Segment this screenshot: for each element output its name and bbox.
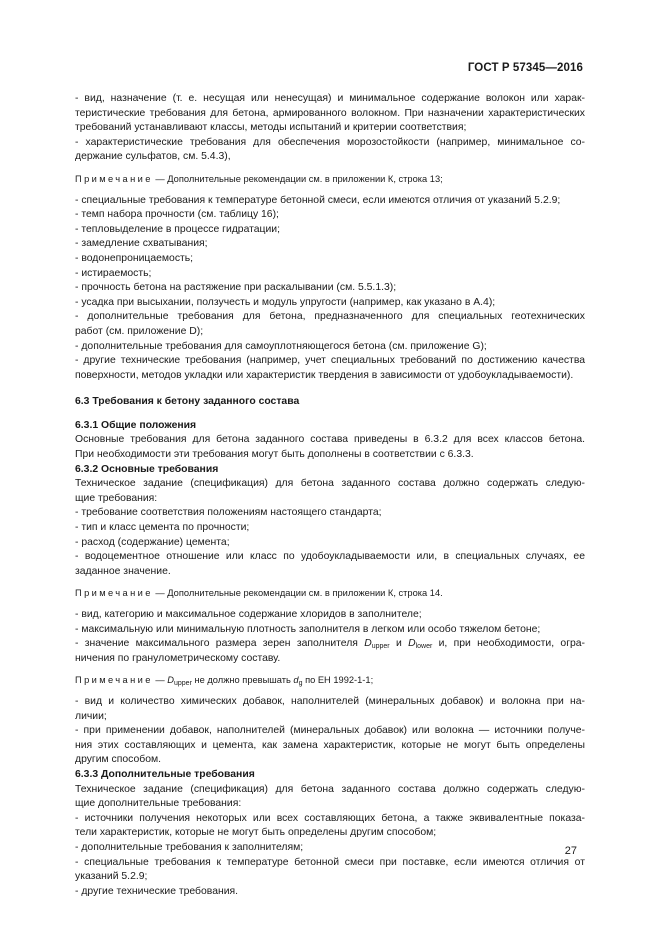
list-item: - другие технические требования. (75, 885, 239, 897)
text-line: - характеристические требования для обеспечения морозостойкости (например, минимальное со- (75, 136, 585, 148)
list-item: заданное значение. (75, 565, 171, 577)
list-item: - вид и количество химических добавок, наполнителей (минеральных добавок) и волокна при на- (75, 695, 585, 707)
text-line: держание сульфатов, см. 5.4.3), (75, 151, 231, 163)
list-item: - темп набора прочности (см. таблицу 16); (75, 209, 279, 221)
list-item: работ (см. приложение D); (75, 325, 204, 337)
list-item: - тип и класс цемента по прочности; (75, 522, 250, 534)
text-line: Техническое задание (спецификация) для бетона заданного состава должно содержать следую- (75, 478, 585, 490)
list-item: - водонепроницаемость; (75, 252, 194, 264)
text-line: Основные требования для бетона заданного состава приведены в 6.3.2 для всех классов бетона. (75, 434, 585, 446)
list-item: - прочность бетона на растяжение при раскалывании (см. 5.5.1.3); (75, 282, 397, 294)
list-item: - расход (содержание) цемента; (75, 536, 230, 548)
list-item: - вид, категорию и максимальное содержание хлоридов в заполнителе; (75, 609, 422, 620)
list-item: - замедление схватывания; (75, 238, 208, 250)
subsection-heading: 6.3.1 Общие положения (75, 419, 197, 431)
list-item: - источники получения некоторых или всех составляющих бетона, а также эквивалентные показа- (75, 812, 585, 824)
list-item: - усадка при высыхании, ползучесть и модуль упругости (например, как указано в А.4); (75, 296, 496, 308)
page-content (75, 92, 585, 899)
note-label: Примечание (75, 173, 153, 184)
list-item: - тепловыделение в процессе гидратации; (75, 223, 281, 235)
text-line: щие дополнительные требования: (75, 798, 242, 810)
note (75, 586, 585, 601)
list-item: ничения по гранулометрическому составу. (75, 652, 281, 664)
note (75, 172, 585, 187)
text-line: щие требования: (75, 492, 158, 504)
list-item: личии; (75, 710, 107, 722)
list-item: - водоцементное отношение или класс по удобоукладываемости или, в специальных случаях, ее (75, 551, 585, 563)
list-item: - при применении добавок, наполнителей (минеральных добавок) или волокна — источники получе- (75, 725, 585, 737)
subsection-heading: 6.3.2 Основные требования (75, 463, 219, 475)
list-item: - дополнительные требования для самоуплотняющегося бетона (см. приложение G); (75, 340, 487, 352)
text-line: требований устанавливают классы, методы испытаний и критерии соответствия; (75, 122, 467, 134)
text-line: При необходимости эти требования могут быть дополнены в соответствии с 6.3.3. (75, 449, 474, 461)
list-item: - специальные требования к температуре бетонной смеси, если имеются отличия от указаний 5.2.9; (75, 194, 561, 206)
list-item: - дополнительные требования к заполнителям; (75, 841, 304, 853)
list-item: указаний 5.2.9; (75, 871, 148, 883)
note: Примечание — $D_{upper}$ не должно превышать $d_g$ по ЕН 1992-1-1; (75, 675, 374, 688)
text-line: - вид, назначение (т. е. несущая или ненесущая) и минимальное содержание волокон или харак- (75, 93, 585, 104)
document-code: ГОСТ Р 57345—2016 (467, 62, 583, 74)
note-label: Примечание (75, 588, 153, 599)
subsection-heading: 6.3.3 Дополнительные требования (75, 768, 255, 780)
list-item: - значение максимального размера зерен заполнителя $D_{upper}$ и $D_{lower}$ и, при необходимости, огра- (75, 638, 585, 651)
note-text: — Дополнительные рекомендации см. в приложении К, строка 13; (152, 173, 443, 184)
list-item: - истираемость; (75, 267, 152, 279)
text-line: Техническое задание (спецификация) для бетона заданного состава должно содержать следую- (75, 783, 585, 795)
list-item: тели характеристик, которые не могут быть определены другим способом; (75, 827, 437, 839)
section-heading: 6.3 Требования к бетону заданного состава (75, 396, 300, 408)
note-text: — Дополнительные рекомендации см. в приложении К, строка 14. (152, 588, 443, 599)
list-item: - дополнительные требования для бетона, предназначенного для специальных геотехнических (75, 311, 585, 323)
list-item: поверхности, методов укладки или характеристик твердения в зависимости от удобоукладываемости). (75, 369, 574, 381)
note-label: Примечание (75, 675, 153, 686)
page-number: 27 (564, 845, 577, 857)
list-item: - максимальную или минимальную плотность заполнителя в легком или особо тяжелом бетоне; (75, 623, 541, 635)
list-item: - специальные требования к температуре бетонной смеси при поставке, если имеются отличия от (75, 856, 585, 868)
list-item: другим способом. (75, 754, 161, 766)
text-line: теристические требования для бетона, армированного волокном. При назначении характеристических (75, 107, 585, 119)
list-item: - другие технические требования (например, учет специальных требований по достижению качества (75, 355, 585, 367)
list-item: - требование соответствия положениям настоящего стандарта; (75, 507, 382, 519)
list-item: ния этих составляющих и цемента, как замена характеристик, которые не могут быть определены (75, 739, 585, 751)
